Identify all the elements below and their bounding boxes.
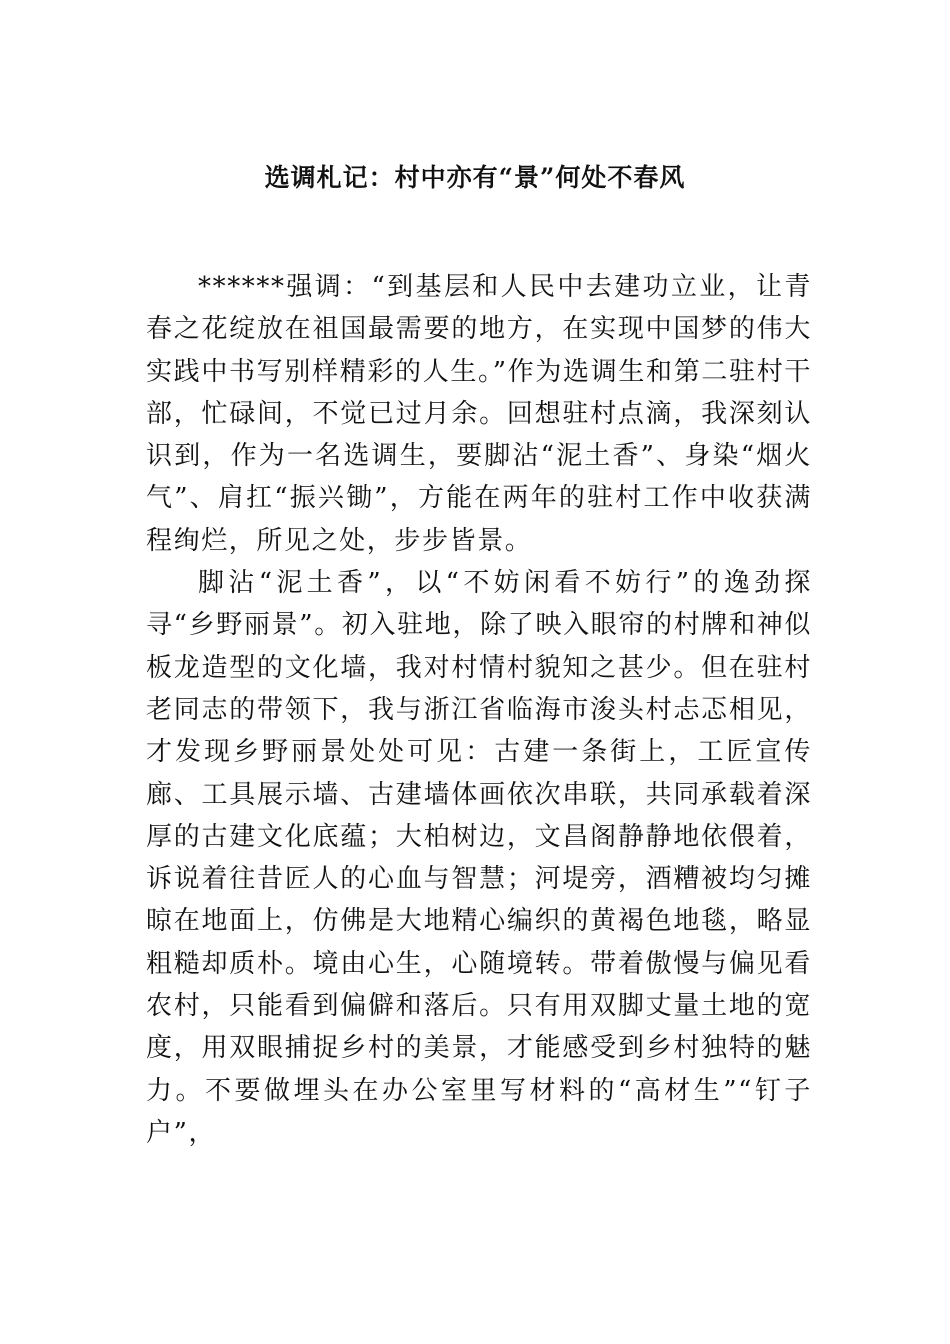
document-body	[146, 266, 812, 1154]
paragraph-1: ******强调：“到基层和人民中去建功立业，让青春之花绽放在祖国最需要的地方，在实现中国梦的伟大实践中书写别样精彩的人生。”作为选调生和第二驻村干部，忙碌间，不觉已过月余。回想驻村点滴，我深刻认识到，作为一名选调生，要脚沾“泥土香”、身染“烟火气”、肩扛“振兴锄”，方能在两年的驻村工作中收获满程绚烂，所见之处，步步皆景。	[146, 272, 812, 556]
paragraph-2: 脚沾“泥土香”，以“不妨闲看不妨行”的逸劲探寻“乡野丽景”。初入驻地，除了映入眼帘的村牌和神似板龙造型的文化墙，我对村情村貌知之甚少。但在驻村老同志的带领下，我与浙江省临海市浚头村忐忑相见，才发现乡野丽景处处可见：古建一条街上，工匠宣传廊、工具展示墙、古建墙体画依次串联，共同承载着深厚的古建文化底蕴；大柏树边，文昌阁静静地依偎着，诉说着往昔匠人的心血与智慧；河堤旁，酒糟被均匀摊晾在地面上，仿佛是大地精心编织的黄褐色地毯，略显粗糙却质朴。境由心生，心随境转。带着傲慢与偏见看农村，只能看到偏僻和落后。只有用双脚丈量土地的宽度，用双眼捕捉乡村的美景，才能感受到乡村独特的魅力。不要做埋头在办公室里写材料的“高材生”“钉子户”，	[146, 568, 812, 1148]
document-title: 选调札记：村中亦有“景”何处不春风	[264, 163, 686, 192]
